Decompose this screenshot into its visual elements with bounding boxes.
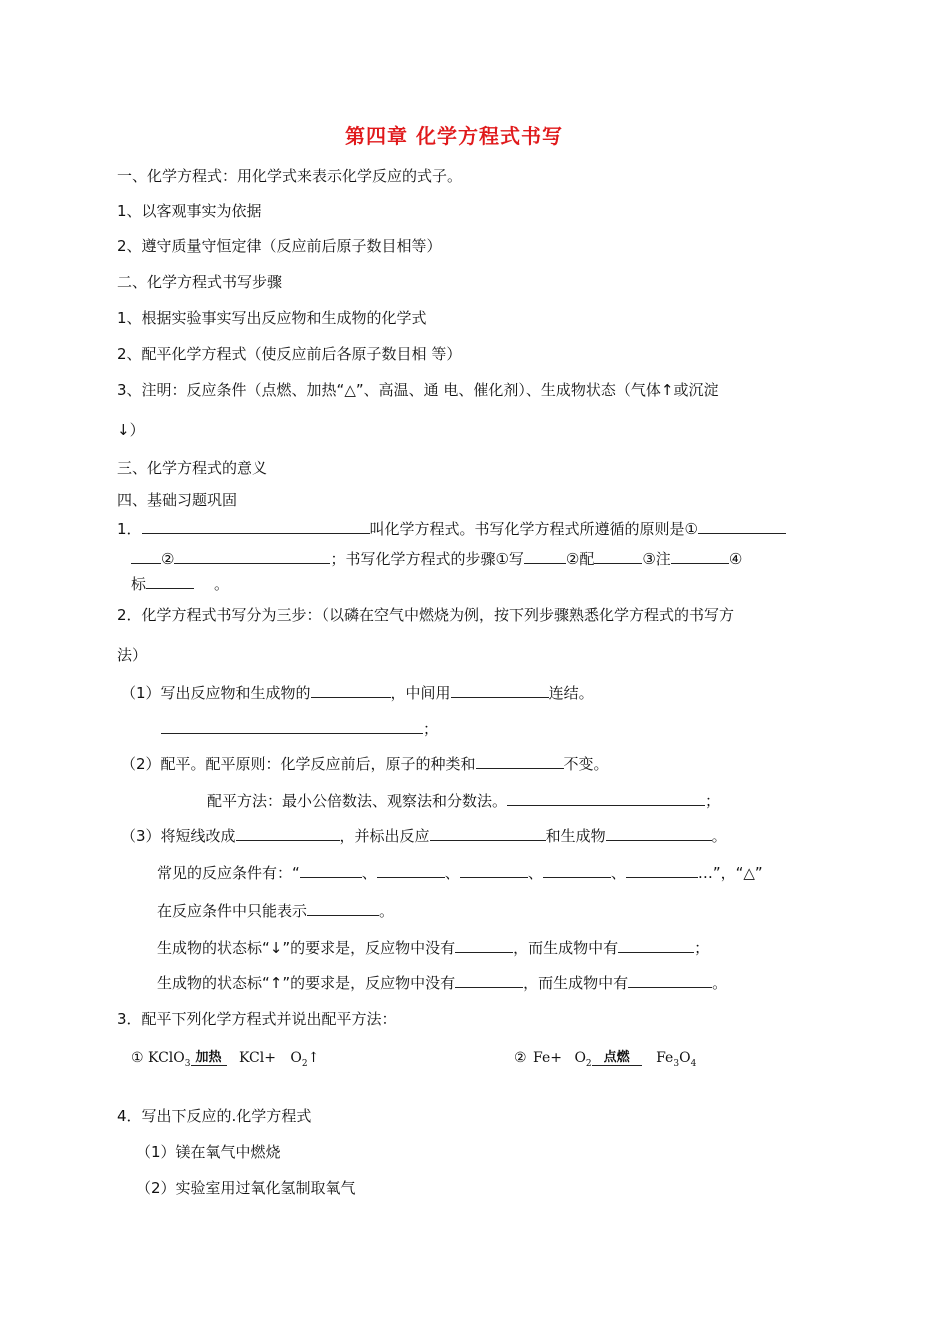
q2-step-2-end: ；: [705, 792, 721, 810]
q1-blank-principle-1[interactable]: [698, 518, 786, 534]
q3-eq1-gas-arrow: ↑: [307, 1050, 320, 1066]
q2-step-1: [121, 682, 594, 703]
q2-conditions-text: 常见的反应条件有：“: [157, 864, 300, 882]
q2-cond-sep-2: 、: [444, 864, 460, 882]
q3-eq1-product-2-sub: 2: [301, 1058, 308, 1069]
q2-step-1-text-c: 连结。: [548, 684, 594, 702]
section-2-heading: 二、化学方程式书写步骤: [117, 273, 283, 291]
q1-text-2: ②: [161, 550, 175, 568]
q1-text-3: ；书写化学方程式的步骤①写: [330, 550, 524, 568]
q2-condition-blank-5[interactable]: [626, 862, 698, 878]
q3-eq2-number: ②: [514, 1050, 527, 1066]
q3-equation-2: [514, 1048, 696, 1074]
q2-conditions-end: …”，“△”: [697, 864, 763, 882]
section-1-point-1: 1、以客观事实为依据: [117, 202, 262, 220]
section-2-point-3-cont: ↓）: [117, 421, 145, 439]
q1-text-6: ④: [728, 550, 743, 568]
q1-line-3: [131, 573, 229, 594]
section-1-heading: 一、化学方程式：用化学式来表示化学反应的式子。: [117, 167, 463, 185]
q2-gas-text-a: 生成物的状态标“↑”的要求是，反应物中没有: [157, 974, 456, 992]
q2-gas-line: [157, 972, 727, 993]
q3-eq1-reactant-sub: 3: [184, 1058, 191, 1069]
q1-text-5: ③注: [642, 550, 671, 568]
q3-eq1-product-1: KCl+: [238, 1050, 276, 1066]
q2-precipitate-text-a: 生成物的状态标“↓”的要求是，反应物中没有: [157, 939, 456, 957]
q2-cond-sep-4: 、: [610, 864, 626, 882]
q2-precipitate-end: ；: [694, 939, 710, 957]
q2-step-1-text-b: ，中间用: [390, 684, 451, 702]
q2-triangle-blank[interactable]: [307, 900, 379, 916]
q2-step-2-blank-answer[interactable]: [507, 790, 705, 806]
q3-eq1-reaction-line[interactable]: [191, 1065, 227, 1066]
q2-precipitate-blank-2[interactable]: [618, 937, 694, 953]
q1-blank-step-4[interactable]: [146, 573, 194, 589]
q3-eq2-reactant-2: O: [574, 1050, 586, 1066]
q3-eq2-product-o: O: [679, 1050, 691, 1066]
q2-conditions-line: [157, 862, 763, 883]
q1-text-7: 标: [131, 575, 147, 593]
section-1-point-2: 2、遵守质量守恒定律（反应前后原子数目相等）: [117, 237, 442, 255]
q2-triangle-end: 。: [379, 902, 395, 920]
q2-step-3-blank-reactant[interactable]: [430, 825, 546, 841]
q3-eq2-product: Fe: [656, 1050, 674, 1066]
q4-item-1: （1）镁在氧气中燃烧: [136, 1143, 281, 1161]
q3-eq2-product-sub-2: 4: [690, 1058, 697, 1069]
q1-text-4: ②配: [565, 550, 595, 568]
q2-condition-blank-1[interactable]: [300, 862, 362, 878]
q2-step-1-blank-formula[interactable]: [311, 682, 391, 698]
q3-eq1-condition: [191, 1049, 227, 1074]
q2-step-1-text-a: （1）写出反应物和生成物的: [121, 684, 311, 702]
q2-step-1-end: ；: [423, 720, 439, 738]
section-3-heading: 三、化学方程式的意义: [117, 459, 268, 477]
q2-triangle-line: [157, 900, 394, 921]
q3-eq2-reactant-1: Fe+: [533, 1050, 562, 1066]
q4-heading: 4．写出下反应的.化学方程式: [117, 1107, 312, 1125]
page-title: 第四章 化学方程式书写: [345, 124, 563, 148]
q1-blank-definition[interactable]: [142, 518, 370, 534]
q2-intro-cont: 法）: [117, 646, 148, 664]
section-2-point-2: 2、配平化学方程式（使反应前后各原子数目相 等）: [117, 345, 462, 363]
q2-step-3-text-a: （3）将短线改成: [121, 827, 236, 845]
q2-step-3-text-c: 和生成物: [545, 827, 606, 845]
q3-eq2-condition-text: 点燃: [603, 1049, 630, 1065]
q1-line-2: [131, 548, 742, 569]
q3-eq2-condition: [592, 1049, 642, 1074]
q2-gas-blank-2[interactable]: [628, 972, 712, 988]
q2-gas-end: 。: [712, 974, 728, 992]
q3-eq1-number: ①: [131, 1050, 144, 1066]
section-4-heading: 四、基础习题巩固: [117, 491, 238, 509]
q2-precipitate-text-b: ，而生成物中有: [513, 939, 619, 957]
q1-line-1: [117, 518, 786, 539]
q2-step-2-text-a: （2）配平。配平原则：化学反应前后，原子的种类和: [121, 755, 476, 773]
q2-gas-text-b: ，而生成物中有: [523, 974, 629, 992]
q3-heading: 3．配平下列化学方程式并说出配平方法：: [117, 1010, 397, 1028]
q2-step-3: [121, 825, 727, 846]
q3-eq2-reactant-2-sub: 2: [585, 1058, 592, 1069]
q2-step-2-method: [207, 790, 720, 811]
q3-equation-1: [131, 1048, 319, 1074]
q3-eq1-condition-text: 加热: [195, 1049, 222, 1065]
q2-triangle-text: 在反应条件中只能表示: [157, 902, 308, 920]
section-2-point-3: 3、注明：反应条件（点燃、加热“△”、高温、通 电、催化剂）、生成物状态（气体↑或沉淀: [117, 381, 719, 399]
q3-eq2-reaction-line[interactable]: [592, 1065, 642, 1066]
q2-step-2-text-b: 不变。: [563, 755, 609, 773]
q2-precipitate-line: [157, 937, 709, 958]
q2-condition-blank-4[interactable]: [543, 862, 611, 878]
q2-condition-blank-2[interactable]: [377, 862, 445, 878]
q2-precipitate-blank-1[interactable]: [455, 937, 513, 953]
q1-blank-principle-1-cont[interactable]: [131, 548, 161, 564]
q3-eq1-reactant: KClO: [148, 1050, 185, 1066]
q2-step-2-blank-unchanged[interactable]: [476, 753, 564, 769]
q1-blank-principle-2[interactable]: [174, 548, 330, 564]
q2-cond-sep-1: 、: [361, 864, 377, 882]
q2-step-2-text-c: 配平方法：最小公倍数法、观察法和分数法。: [207, 792, 508, 810]
q2-step-2: [121, 753, 609, 774]
section-2-point-1: 1、根据实验事实写出反应物和生成物的化学式: [117, 309, 427, 327]
q1-text-8: 。: [214, 575, 230, 593]
q2-cond-sep-3: 、: [527, 864, 543, 882]
q2-condition-blank-3[interactable]: [460, 862, 528, 878]
q3-eq1-product-2: O: [290, 1050, 302, 1066]
q4-item-2: （2）实验室用过氧化氢制取氧气: [136, 1179, 356, 1197]
q2-step-1-answer-line: [161, 718, 438, 739]
q2-step-3-text-d: 。: [711, 827, 727, 845]
q2-step-1-blank-answer[interactable]: [161, 718, 423, 734]
q1-blank-step-1[interactable]: [524, 548, 566, 564]
q2-gas-blank-1[interactable]: [455, 972, 523, 988]
q2-step-3-blank-equals[interactable]: [236, 825, 340, 841]
q2-step-3-text-b: ，并标出反应: [339, 827, 430, 845]
q1-text-1: 叫化学方程式。书写化学方程式所遵循的原则是①: [369, 520, 698, 538]
q1-blank-step-2[interactable]: [594, 548, 642, 564]
q2-step-3-blank-product[interactable]: [606, 825, 712, 841]
q1-number: 1．: [117, 520, 142, 538]
q1-blank-step-3[interactable]: [671, 548, 729, 564]
q2-step-1-blank-link[interactable]: [451, 682, 549, 698]
q2-intro: 2．化学方程式书写分为三步：（以磷在空气中燃烧为例，按下列步骤熟悉化学方程式的书写方: [117, 606, 735, 624]
q3-eq2-product-sub-1: 3: [673, 1058, 680, 1069]
